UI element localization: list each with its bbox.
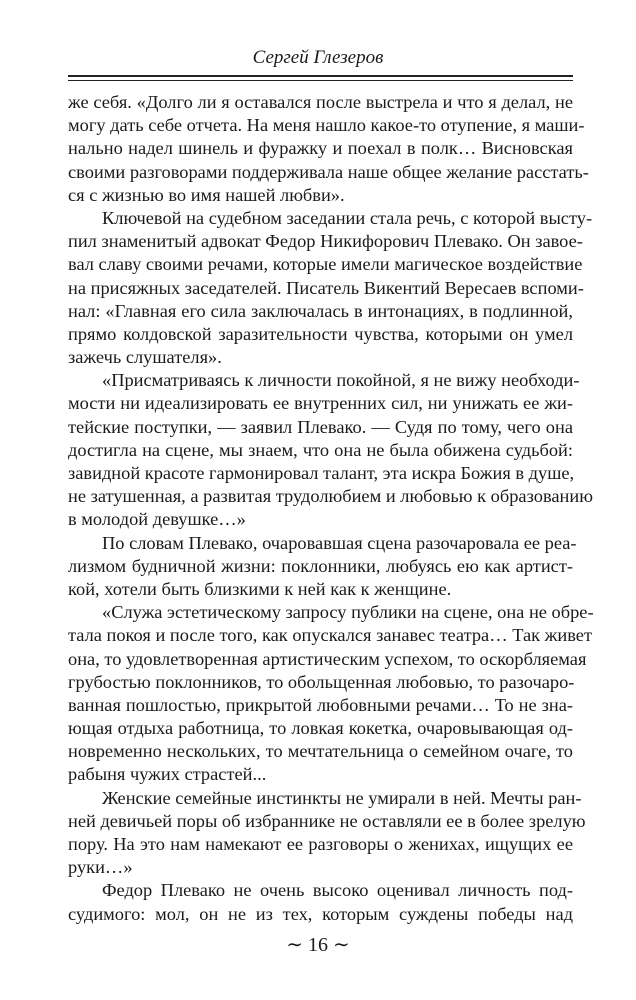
text-line: грубостью поклонников, то обольщенная любовью, то разочаро- bbox=[68, 671, 575, 692]
text-line: нал: «Главная его сила заключалась в интонациях, в подлинной, bbox=[68, 300, 573, 321]
text-line: рабыня чужих страстей... bbox=[68, 764, 267, 785]
text-line: новременно нескольких, то мечтательница о семейном очаге, то bbox=[68, 741, 573, 762]
text-line: же себя. «Долго ли я оставался после выстрела и что я делал, не bbox=[68, 92, 573, 112]
text-line: кой, хотели быть близкими к ней как к женщине. bbox=[68, 578, 452, 599]
text-line: «Служа эстетическому запросу публики на сцене, она не обре- bbox=[102, 602, 594, 623]
running-header: Сергей Глезеров bbox=[252, 47, 384, 68]
text-line: могу дать себе отчета. На меня нашло какое-то отупение, я маши- bbox=[68, 115, 585, 136]
text-line: «Присматриваясь к личности покойной, я не вижу необходи- bbox=[102, 370, 580, 391]
text-line: пору. На это нам намекают ее разговоры о женихах, ищущих ее bbox=[68, 834, 573, 854]
header-rule-thick bbox=[68, 75, 573, 77]
page-number-block bbox=[0, 932, 636, 957]
text-line: вал славу своими речами, которые имели магическое воздействие bbox=[68, 254, 583, 275]
text-line: на присяжных заседателей. Писатель Викентий Вересаев вспоми- bbox=[68, 277, 584, 298]
text-line: прямо колдовской заразительности чувства, которыми он умел bbox=[68, 323, 573, 344]
text-line: своими разговорами поддерживала наше общее желание расстать- bbox=[68, 161, 589, 182]
text-line: нально надел шинель и фуражку и поехал в полк… Висновская bbox=[68, 138, 573, 159]
text-line: судимого: мол, он не из тех, которым суждены победы над bbox=[68, 903, 573, 924]
header-rule-thin bbox=[68, 80, 573, 81]
ornament-right-icon: ∼ bbox=[333, 934, 350, 956]
text-line: зажечь слушателя». bbox=[68, 347, 222, 368]
text-line: ся с жизнью во имя нашей любви». bbox=[68, 184, 345, 205]
ornament-left-icon: ∼ bbox=[286, 934, 303, 956]
page-number: 16 bbox=[308, 934, 328, 956]
text-line: тала покоя и после того, как опускался занавес театра… Так живет bbox=[68, 625, 592, 646]
text-line: в молодой девушке…» bbox=[68, 509, 246, 530]
text-line: достигла на сцене, мы знаем, что она не была обижена судьбой: bbox=[68, 439, 573, 460]
text-line: мости ни идеализировать ее внутренних сил, ни унижать ее жи- bbox=[68, 393, 573, 414]
text-line: завидной красоте гармонировал талант, эта искра Божия в душе, bbox=[68, 463, 575, 483]
body-text bbox=[68, 91, 594, 926]
text-line: она, то удовлетворенная артистическим успехом, то оскорбляемая bbox=[68, 648, 587, 669]
text-line: не затушенная, а развитая трудолюбием и любовью к образованию bbox=[68, 486, 593, 507]
text-line: Женские семейные инстинкты не умирали в ней. Мечты ран- bbox=[102, 787, 582, 808]
text-line: пил знаменитый адвокат Федор Никифорович Плевако. Он завое- bbox=[68, 231, 583, 252]
text-line: тейские поступки, — заявил Плевако. — Судя по тому, чего она bbox=[68, 416, 573, 437]
text-line: ющая отдыха работница, то ловкая кокетка, очаровывающая од- bbox=[68, 718, 573, 739]
text-line: Ключевой на судебном заседании стала речь, с которой высту- bbox=[102, 207, 593, 228]
text-line: По словам Плевако, очаровавшая сцена разочаровала ее реа- bbox=[102, 532, 577, 553]
text-line: руки…» bbox=[68, 857, 133, 878]
text-line: ванная пошлостью, прикрытой любовными речами… То не зна- bbox=[68, 694, 573, 715]
text-line: ней девичьей поры об избраннике не оставляли ее в более зрелую bbox=[68, 810, 586, 831]
text-line: лизмом будничной жизни: поклонники, любуясь ею как артист- bbox=[68, 555, 573, 576]
text-line: Федор Плевако не очень высоко оценивал личность под- bbox=[102, 880, 573, 901]
